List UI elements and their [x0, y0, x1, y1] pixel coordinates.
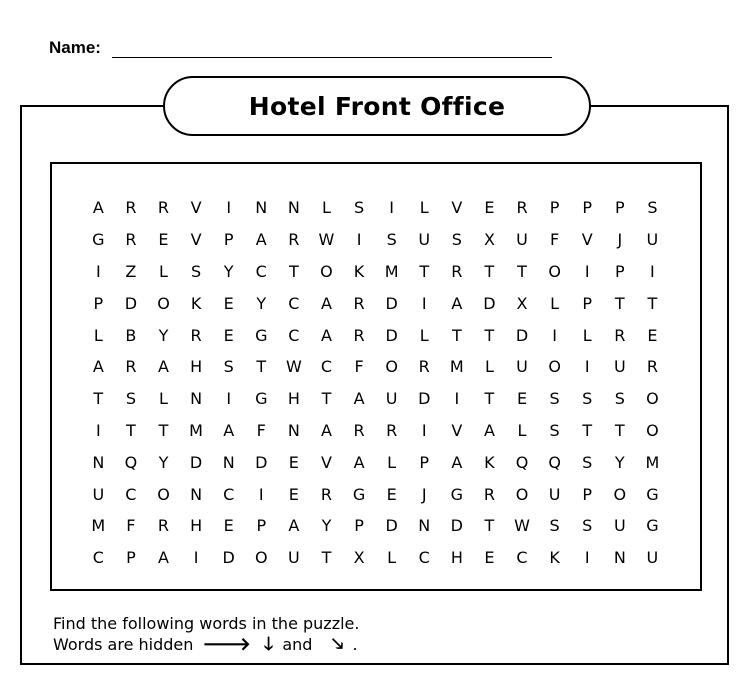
- puzzle-letter[interactable]: S: [647, 198, 658, 218]
- puzzle-letter[interactable]: P: [354, 516, 364, 536]
- puzzle-letter[interactable]: A: [320, 293, 332, 313]
- puzzle-letter[interactable]: Q: [515, 452, 529, 472]
- puzzle-letter[interactable]: N: [287, 198, 300, 218]
- arrow-down-right-icon: 🡖: [331, 634, 344, 655]
- title-box: [163, 76, 591, 136]
- puzzle-letter[interactable]: H: [287, 389, 300, 409]
- puzzle-letter[interactable]: I: [584, 261, 590, 281]
- puzzle-letter[interactable]: M: [189, 420, 203, 440]
- puzzle-letter[interactable]: C: [320, 357, 333, 377]
- puzzle-letter[interactable]: P: [126, 548, 136, 568]
- puzzle-letter[interactable]: S: [582, 389, 593, 409]
- puzzle-letter[interactable]: N: [190, 484, 203, 504]
- puzzle-letter[interactable]: I: [226, 198, 232, 218]
- puzzle-letter[interactable]: N: [92, 452, 105, 472]
- puzzle-letter[interactable]: X: [516, 293, 528, 313]
- puzzle-letter[interactable]: A: [92, 198, 104, 218]
- puzzle-letter[interactable]: P: [582, 198, 593, 218]
- puzzle-letter[interactable]: T: [321, 389, 332, 409]
- puzzle-letter[interactable]: P: [614, 261, 625, 281]
- arrow-down-icon: 🡓: [263, 634, 274, 655]
- puzzle-letter[interactable]: O: [646, 420, 659, 440]
- puzzle-letter[interactable]: H: [190, 357, 203, 377]
- puzzle-letter[interactable]: I: [95, 261, 101, 281]
- puzzle-letter[interactable]: A: [451, 293, 463, 313]
- puzzle-letter[interactable]: L: [484, 357, 494, 377]
- puzzle-letter[interactable]: I: [389, 198, 394, 218]
- puzzle-letter[interactable]: U: [548, 484, 561, 504]
- puzzle-letter[interactable]: U: [646, 230, 659, 250]
- puzzle-letter[interactable]: C: [288, 325, 300, 345]
- puzzle-letter[interactable]: L: [93, 325, 103, 345]
- puzzle-letter[interactable]: K: [484, 452, 495, 472]
- puzzle-letter[interactable]: T: [484, 516, 495, 536]
- puzzle-letter[interactable]: R: [418, 357, 430, 377]
- instructions-line-1: Find the following words in the puzzle.: [53, 614, 360, 633]
- puzzle-letter[interactable]: X: [353, 548, 365, 568]
- puzzle-letter[interactable]: I: [193, 548, 199, 568]
- puzzle-letter[interactable]: N: [613, 548, 626, 568]
- puzzle-letter[interactable]: T: [158, 420, 169, 440]
- puzzle-letter[interactable]: I: [95, 420, 101, 440]
- puzzle-letter[interactable]: D: [418, 389, 431, 409]
- puzzle-letter[interactable]: R: [190, 325, 202, 345]
- puzzle-letter[interactable]: T: [647, 293, 658, 313]
- puzzle-letter[interactable]: S: [582, 516, 593, 536]
- puzzle-letter[interactable]: E: [223, 516, 234, 536]
- puzzle-letter[interactable]: A: [158, 548, 169, 568]
- puzzle-letter[interactable]: U: [516, 357, 528, 377]
- puzzle-letter[interactable]: C: [516, 548, 528, 568]
- puzzle-letter[interactable]: T: [614, 420, 625, 440]
- puzzle-letter[interactable]: R: [516, 198, 528, 218]
- puzzle-letter[interactable]: C: [255, 261, 267, 281]
- puzzle-letter[interactable]: S: [386, 230, 397, 250]
- puzzle-letter[interactable]: B: [125, 325, 137, 345]
- puzzle-letter[interactable]: C: [223, 484, 235, 504]
- puzzle-letter[interactable]: A: [483, 420, 495, 440]
- puzzle-letter[interactable]: D: [515, 325, 529, 345]
- puzzle-letter[interactable]: V: [190, 230, 202, 250]
- puzzle-letter[interactable]: J: [421, 484, 427, 504]
- puzzle-letter[interactable]: Z: [125, 261, 137, 281]
- puzzle-letter[interactable]: N: [255, 198, 268, 218]
- puzzle-letter[interactable]: S: [353, 198, 365, 218]
- puzzle-letter[interactable]: E: [386, 484, 397, 504]
- puzzle-letter[interactable]: A: [158, 357, 169, 377]
- instructions-line-2: [53, 634, 359, 655]
- puzzle-letter[interactable]: T: [126, 420, 136, 440]
- puzzle-letter[interactable]: V: [451, 420, 463, 440]
- puzzle-letter[interactable]: C: [418, 548, 430, 568]
- puzzle-letter[interactable]: U: [613, 357, 626, 377]
- puzzle-letter[interactable]: C: [92, 548, 104, 568]
- puzzle-letter[interactable]: V: [581, 230, 593, 250]
- puzzle-letter[interactable]: U: [385, 389, 398, 409]
- puzzle-letter[interactable]: D: [385, 516, 398, 536]
- puzzle-letter[interactable]: A: [255, 230, 267, 250]
- arrow-right-icon: 🡒: [202, 634, 251, 655]
- puzzle-letter[interactable]: L: [159, 261, 168, 281]
- puzzle-letter[interactable]: Y: [158, 452, 169, 472]
- puzzle-letter[interactable]: L: [159, 389, 168, 409]
- puzzle-letter[interactable]: P: [549, 198, 560, 218]
- puzzle-letter[interactable]: O: [548, 261, 561, 281]
- instructions-prefix: Words are hidden: [53, 635, 194, 654]
- puzzle-letter[interactable]: A: [288, 516, 300, 536]
- puzzle-letter[interactable]: N: [287, 420, 300, 440]
- puzzle-letter[interactable]: A: [451, 452, 463, 472]
- puzzle-letter[interactable]: T: [582, 420, 593, 440]
- puzzle-letter[interactable]: I: [584, 548, 590, 568]
- puzzle-letter[interactable]: A: [353, 452, 365, 472]
- puzzle-letter[interactable]: W: [285, 357, 302, 377]
- puzzle-letter[interactable]: D: [385, 325, 398, 345]
- puzzle-letter[interactable]: G: [255, 389, 268, 409]
- puzzle-letter[interactable]: U: [418, 230, 431, 250]
- puzzle-letter[interactable]: Y: [614, 452, 625, 472]
- instructions: [53, 613, 359, 655]
- puzzle-letter[interactable]: P: [614, 198, 625, 218]
- puzzle-letter[interactable]: U: [613, 516, 626, 536]
- puzzle-letter[interactable]: D: [483, 293, 496, 313]
- puzzle-letter[interactable]: A: [320, 325, 332, 345]
- puzzle-letter[interactable]: T: [614, 293, 625, 313]
- puzzle-letter[interactable]: U: [288, 548, 300, 568]
- puzzle-letter[interactable]: U: [646, 548, 659, 568]
- puzzle-letter[interactable]: N: [222, 452, 235, 472]
- puzzle-letter[interactable]: A: [92, 357, 104, 377]
- puzzle-letter[interactable]: M: [449, 357, 464, 377]
- page-title: Hotel Front Office: [248, 91, 506, 121]
- puzzle-letter[interactable]: K: [190, 293, 202, 313]
- puzzle-letter[interactable]: S: [451, 230, 462, 250]
- puzzle-letter[interactable]: E: [288, 452, 299, 472]
- puzzle-letter[interactable]: N: [418, 516, 431, 536]
- puzzle-letter[interactable]: Y: [321, 516, 332, 536]
- puzzle-letter[interactable]: K: [549, 548, 560, 568]
- puzzle-letter[interactable]: I: [454, 389, 460, 409]
- puzzle-letter[interactable]: T: [419, 261, 430, 281]
- puzzle-letter[interactable]: A: [320, 420, 332, 440]
- puzzle-letter[interactable]: E: [223, 293, 234, 313]
- puzzle-letter[interactable]: Q: [124, 452, 138, 472]
- puzzle-letter[interactable]: M: [384, 261, 399, 281]
- puzzle-letter[interactable]: D: [189, 452, 203, 472]
- puzzle-letter[interactable]: F: [354, 357, 364, 377]
- puzzle-letter[interactable]: I: [650, 261, 655, 281]
- puzzle-letter[interactable]: W: [318, 230, 335, 250]
- puzzle-letter[interactable]: Q: [548, 452, 561, 472]
- puzzle-letter[interactable]: R: [125, 230, 137, 250]
- puzzle-letter[interactable]: R: [483, 484, 495, 504]
- name-line[interactable]: [112, 57, 552, 58]
- puzzle-letter[interactable]: S: [549, 420, 560, 440]
- puzzle-letter[interactable]: K: [353, 261, 365, 281]
- puzzle-letter[interactable]: G: [450, 484, 464, 504]
- puzzle-letter[interactable]: I: [421, 293, 427, 313]
- puzzle-letter[interactable]: R: [646, 357, 658, 377]
- puzzle-letter[interactable]: O: [254, 548, 268, 568]
- puzzle-letter[interactable]: X: [483, 230, 495, 250]
- puzzle-letter[interactable]: F: [256, 420, 266, 440]
- puzzle-letter[interactable]: G: [646, 484, 659, 504]
- puzzle-letter[interactable]: T: [93, 389, 104, 409]
- puzzle-grid: [82, 192, 669, 574]
- puzzle-letter[interactable]: T: [321, 548, 332, 568]
- puzzle-letter[interactable]: O: [157, 484, 170, 504]
- puzzle-letter[interactable]: I: [421, 420, 427, 440]
- puzzle-letter[interactable]: R: [386, 420, 398, 440]
- puzzle-letter[interactable]: I: [356, 230, 362, 250]
- puzzle-letter[interactable]: R: [125, 357, 137, 377]
- puzzle-letter[interactable]: U: [516, 230, 528, 250]
- puzzle-letter[interactable]: P: [223, 230, 234, 250]
- puzzle-letter[interactable]: C: [288, 293, 300, 313]
- puzzle-letter[interactable]: L: [517, 420, 527, 440]
- puzzle-letter[interactable]: Y: [256, 293, 267, 313]
- puzzle-letter[interactable]: R: [125, 198, 137, 218]
- puzzle-letter[interactable]: G: [352, 484, 366, 504]
- puzzle-letter[interactable]: E: [223, 325, 234, 345]
- puzzle-letter[interactable]: A: [353, 389, 365, 409]
- puzzle-letter[interactable]: S: [549, 516, 560, 536]
- puzzle-letter[interactable]: I: [584, 357, 590, 377]
- puzzle-letter[interactable]: M: [645, 452, 660, 472]
- puzzle-letter[interactable]: T: [256, 357, 267, 377]
- puzzle-letter[interactable]: A: [223, 420, 235, 440]
- puzzle-letter[interactable]: O: [548, 357, 561, 377]
- puzzle-letter[interactable]: S: [223, 357, 234, 377]
- puzzle-letter[interactable]: O: [385, 357, 398, 377]
- puzzle-letter[interactable]: G: [255, 325, 268, 345]
- puzzle-letter[interactable]: S: [191, 261, 202, 281]
- puzzle-letter[interactable]: E: [484, 198, 495, 218]
- puzzle-letter[interactable]: V: [320, 452, 332, 472]
- puzzle-letter[interactable]: P: [256, 516, 267, 536]
- puzzle-letter[interactable]: O: [646, 389, 659, 409]
- puzzle-letter[interactable]: O: [515, 484, 529, 504]
- puzzle-letter[interactable]: E: [158, 230, 169, 250]
- puzzle-letter[interactable]: P: [419, 452, 430, 472]
- puzzle-letter[interactable]: G: [92, 230, 105, 250]
- puzzle-letter[interactable]: H: [190, 516, 203, 536]
- puzzle-letter[interactable]: D: [255, 452, 268, 472]
- puzzle-letter[interactable]: P: [582, 484, 593, 504]
- puzzle-letter[interactable]: D: [385, 293, 398, 313]
- puzzle-letter[interactable]: L: [419, 325, 429, 345]
- puzzle-letter[interactable]: V: [190, 198, 202, 218]
- puzzle-letter[interactable]: Y: [223, 261, 234, 281]
- puzzle-letter[interactable]: G: [646, 516, 659, 536]
- puzzle-letter[interactable]: L: [582, 325, 592, 345]
- puzzle-letter[interactable]: R: [320, 484, 333, 504]
- name-label: Name:: [49, 38, 101, 57]
- puzzle-letter[interactable]: S: [125, 389, 136, 409]
- puzzle-letter[interactable]: P: [582, 293, 593, 313]
- puzzle-letter[interactable]: T: [288, 261, 299, 281]
- puzzle-letter[interactable]: E: [516, 389, 528, 409]
- puzzle-letter[interactable]: L: [550, 293, 560, 313]
- puzzle-letter[interactable]: L: [321, 198, 331, 218]
- puzzle-letter[interactable]: L: [387, 452, 397, 472]
- puzzle-letter[interactable]: F: [126, 516, 136, 536]
- puzzle-letter[interactable]: E: [647, 325, 658, 345]
- puzzle-letter[interactable]: R: [451, 261, 463, 281]
- puzzle-letter[interactable]: T: [451, 325, 462, 345]
- puzzle-letter[interactable]: O: [613, 484, 627, 504]
- puzzle-letter[interactable]: E: [484, 548, 495, 568]
- puzzle-letter[interactable]: I: [258, 484, 264, 504]
- puzzle-letter[interactable]: J: [617, 230, 623, 250]
- puzzle-letter[interactable]: V: [451, 198, 463, 218]
- puzzle-letter[interactable]: D: [450, 516, 463, 536]
- puzzle-letter[interactable]: T: [484, 325, 495, 345]
- puzzle-letter[interactable]: D: [222, 548, 235, 568]
- puzzle-letter[interactable]: D: [124, 293, 138, 313]
- puzzle-letter[interactable]: T: [484, 389, 495, 409]
- puzzle-letter[interactable]: P: [93, 293, 104, 313]
- puzzle-letter[interactable]: W: [514, 516, 530, 536]
- puzzle-letter[interactable]: O: [320, 261, 333, 281]
- puzzle-letter[interactable]: R: [353, 325, 365, 345]
- instructions-and: and: [282, 635, 313, 654]
- puzzle-letter[interactable]: R: [353, 420, 365, 440]
- puzzle-letter[interactable]: R: [157, 516, 170, 536]
- puzzle-letter[interactable]: N: [190, 389, 203, 409]
- puzzle-letter[interactable]: E: [288, 484, 299, 504]
- puzzle-letter[interactable]: Y: [158, 325, 169, 345]
- puzzle-letter[interactable]: U: [92, 484, 105, 504]
- puzzle-letter[interactable]: L: [419, 198, 429, 218]
- puzzle-letter[interactable]: R: [288, 230, 300, 250]
- puzzle-letter[interactable]: H: [450, 548, 463, 568]
- puzzle-letter[interactable]: F: [550, 230, 560, 250]
- puzzle-letter[interactable]: S: [614, 389, 625, 409]
- puzzle-letter[interactable]: I: [226, 389, 232, 409]
- puzzle-letter[interactable]: R: [157, 198, 170, 218]
- puzzle-letter[interactable]: I: [552, 325, 557, 345]
- puzzle-letter[interactable]: R: [353, 293, 365, 313]
- puzzle-letter[interactable]: R: [614, 325, 626, 345]
- puzzle-letter[interactable]: S: [549, 389, 560, 409]
- puzzle-letter[interactable]: T: [517, 261, 527, 281]
- puzzle-letter[interactable]: S: [582, 452, 593, 472]
- instructions-end: .: [352, 635, 358, 654]
- puzzle-letter[interactable]: L: [387, 548, 397, 568]
- puzzle-letter[interactable]: T: [484, 261, 495, 281]
- puzzle-letter[interactable]: O: [157, 293, 170, 313]
- puzzle-letter[interactable]: C: [125, 484, 137, 504]
- puzzle-letter[interactable]: M: [91, 516, 106, 536]
